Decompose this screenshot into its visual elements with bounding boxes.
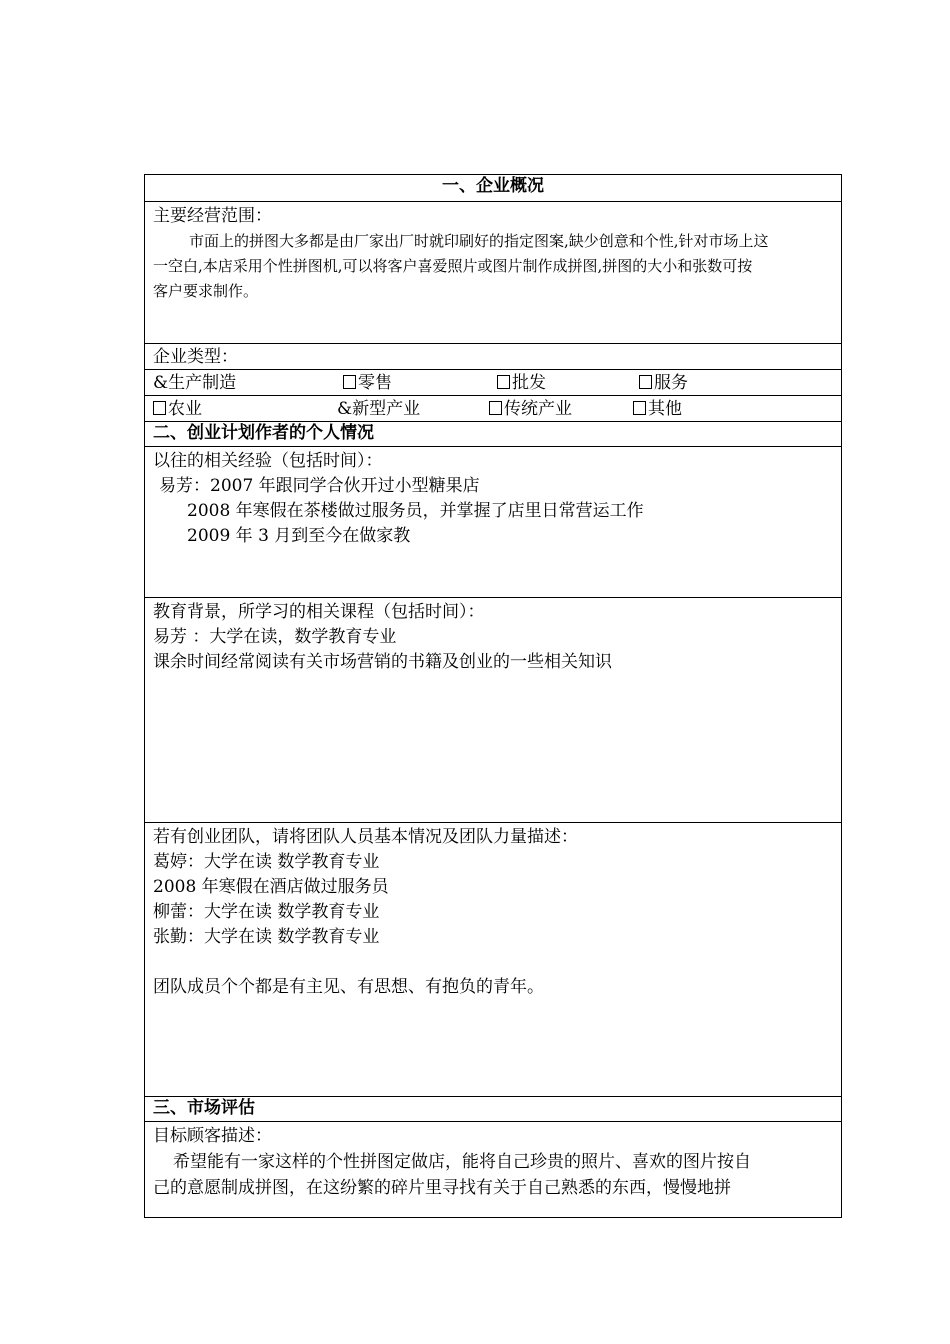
type-option-service[interactable]: 服务 xyxy=(639,372,688,394)
type-option-other[interactable]: 其他 xyxy=(633,398,682,420)
checkbox-icon xyxy=(633,401,646,415)
target-cell xyxy=(145,1121,841,1217)
type-option-new-industry[interactable]: &新型产业 xyxy=(337,399,421,419)
checkbox-icon xyxy=(153,401,166,415)
checked-mark: & xyxy=(153,373,169,393)
checkbox-icon xyxy=(639,375,652,389)
experience-cell xyxy=(145,446,841,597)
checkbox-icon xyxy=(489,401,502,415)
education-line: 课余时间经常阅读有关市场营销的书籍及创业的一些相关知识 xyxy=(153,652,612,672)
team-line: 2008 年寒假在酒店做过服务员 xyxy=(153,877,389,897)
section1-title: 一、企业概况 xyxy=(442,176,544,196)
scope-line: 一空白,本店采用个性拼图机,可以将客户喜爱照片或图片制作成拼图,拼图的大小和张数可按 xyxy=(153,257,753,275)
team-line: 张勤：大学在读 数学教育专业 xyxy=(153,927,380,947)
type-option-wholesale[interactable]: 批发 xyxy=(497,372,546,394)
experience-label: 以往的相关经验（包括时间）： xyxy=(153,451,383,471)
type-option-traditional[interactable]: 传统产业 xyxy=(489,398,572,420)
education-line: 易芳 ：大学在读，数学教育专业 xyxy=(153,627,397,647)
checkbox-icon xyxy=(343,375,356,389)
target-line: 己的意愿制成拼图，在这纷繁的碎片里寻找有关于自己熟悉的东西，慢慢地拼 xyxy=(153,1178,731,1198)
scope-line: 市面上的拼图大多都是由厂家出厂时就印刷好的指定图案,缺少创意和个性,针对市场上这 xyxy=(189,232,769,250)
type-row-1 xyxy=(145,369,841,395)
business-plan-form xyxy=(144,174,842,1218)
target-line: 希望能有一家这样的个性拼图定做店，能将自己珍贵的照片、喜欢的图片按自 xyxy=(173,1152,751,1172)
type-option-retail[interactable]: 零售 xyxy=(343,372,392,394)
type-label: 企业类型： xyxy=(153,347,238,367)
team-label: 若有创业团队，请将团队人员基本情况及团队力量描述： xyxy=(153,827,578,847)
scope-line: 客户要求制作。 xyxy=(153,282,259,300)
experience-line: 2009 年 3 月到至今在做家教 xyxy=(187,526,411,546)
type-label-row xyxy=(145,343,841,369)
team-line: 柳蕾：大学在读 数学教育专业 xyxy=(153,902,380,922)
checked-mark: & xyxy=(337,399,353,419)
scope-label: 主要经营范围： xyxy=(153,206,272,226)
team-line: 葛婷：大学在读 数学教育专业 xyxy=(153,852,380,872)
section2-title: 二、创业计划作者的个人情况 xyxy=(145,421,841,446)
section3-title: 三、市场评估 xyxy=(145,1096,841,1121)
type-option-agriculture[interactable]: 农业 xyxy=(153,398,202,420)
checkbox-icon xyxy=(497,375,510,389)
team-cell xyxy=(145,822,841,1096)
target-label: 目标顾客描述： xyxy=(153,1126,272,1146)
experience-line: 2008 年寒假在茶楼做过服务员，并掌握了店里日常营运工作 xyxy=(187,501,644,521)
experience-line: 易芳：2007 年跟同学合伙开过小型糖果店 xyxy=(159,476,480,496)
type-option-manufacturing[interactable]: &生产制造 xyxy=(153,373,237,393)
education-label: 教育背景，所学习的相关课程（包括时间）： xyxy=(153,602,485,622)
scope-cell xyxy=(145,201,841,343)
education-cell xyxy=(145,597,841,822)
type-row-2 xyxy=(145,395,841,421)
team-summary: 团队成员个个都是有主见、有思想、有抱负的青年。 xyxy=(153,977,544,997)
